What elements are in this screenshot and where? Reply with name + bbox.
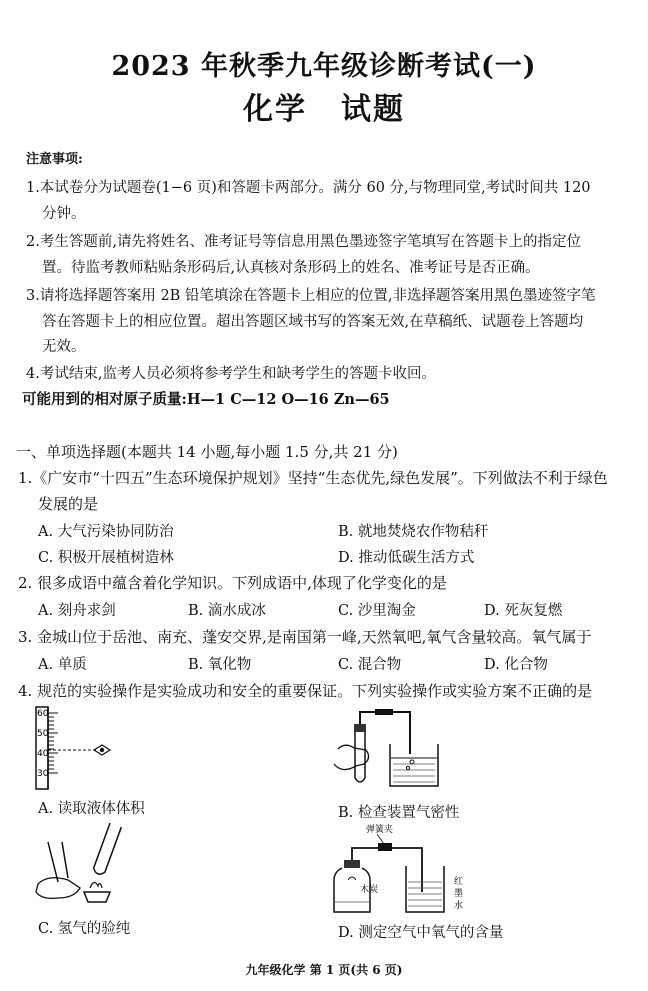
q3-option-a: A. 单质 [38,657,87,673]
test-tube [355,732,365,782]
q4-option-b: B. 检查装置气密性 [338,805,460,821]
question-1-stem-cont: 发展的是 [38,495,99,513]
clip-label: 弹簧夹 [366,825,394,835]
flame-icon [348,877,356,880]
note-line: 答在答题卡上的相应位置。超出答题区域书写的答案无效,在草稿纸、试题卷上答题均 [42,314,584,330]
note-line: 2.考生答题前,请先将姓名、准考证号等信息用黑色墨迹签字笔填写在答题卡上的指定位 [26,234,581,250]
note-line: 分钟。 [42,206,86,222]
q3-option-b: B. 氧化物 [188,657,252,673]
note-line: 无效。 [42,339,86,355]
figure-cylinder-reading [30,703,130,793]
q2-option-b: B. 滴水成冰 [188,603,266,619]
note-line: 1.本试卷分为试题卷(1−6 页)和答题卡两部分。满分 60 分,与物理同堂,考试时间共 120 [26,180,591,196]
tick-label: 30 [37,769,49,779]
page-footer: 九年级化学 第 1 页(共 6 页) [245,963,403,977]
inverted-test-tube [92,823,121,876]
atomic-mass-line: 可能用到的相对原子质量:H—1 C—12 O—16 Zn—65 [22,391,390,408]
q4-option-a: A. 读取液体体积 [38,801,145,817]
beaker [390,744,438,786]
question-3-stem: 3. 金城山位于岳池、南充、蓬安交界,是南国第一峰,天然氧吧,氧气含量较高。氧气属于 [18,628,592,646]
tick-label: 40 [37,749,49,759]
figure-oxygen-content-test [322,822,472,917]
note-line: 置。待监考教师粘贴条形码后,认真核对条形码上的姓名、准考证号是否正确。 [42,260,540,276]
section-heading: 一、单项选择题(本题共 14 小题,每小题 1.5 分,共 21 分) [16,443,398,461]
water-label: 墨 [454,889,464,899]
tick-label: 60 [37,709,49,719]
figure-airtightness-check [320,704,470,790]
q2-option-a: A. 刻舟求剑 [38,603,116,619]
q3-option-d: D. 化合物 [484,657,548,673]
q4-option-c: C. 氢气的验纯 [38,921,131,937]
q4-option-d: D. 测定空气中氧气的含量 [338,925,504,941]
q1-option-a: A. 大气污染协同防治 [38,524,174,540]
beaker [406,866,444,912]
q2-option-d: D. 死灰复燃 [484,603,563,619]
exam-title: 2023 年秋季九年级诊断考试(一) [111,51,537,82]
q1-option-c: C. 积极开展植树造林 [38,550,174,566]
hand-icon [334,745,369,769]
water-label: 水 [454,901,464,911]
q1-option-d: D. 推动低碳生活方式 [338,550,475,566]
question-4-stem: 4. 规范的实验操作是实验成功和安全的重要保证。下列实验操作或实验方案不正确的是 [18,682,593,700]
paper-name: 试题 [341,92,405,127]
flame-icon [90,882,102,888]
notes-heading: 注意事项: [26,152,83,167]
q2-option-c: C. 沙里淘金 [338,603,416,619]
q3-option-c: C. 混合物 [338,657,402,673]
note-line: 4.考试结束,监考人员必须将参考学生和缺考学生的答题卡收回。 [26,366,436,382]
question-1-stem: 1.《广安市“十四五”生态环境保护规划》坚持“生态优先,绿色发展”。下列做法不利于绿色 [18,469,608,487]
subject-title [0,84,648,128]
note-line: 3.请将选择题答案用 2B 铅笔填涂在答题卡上相应的位置,非选择题答案用黑色墨迹签字笔 [26,288,596,304]
spring-clip-icon [378,843,392,851]
subject-name: 化学 [243,92,307,127]
tick-label: 50 [37,729,49,739]
q1-option-b: B. 就地焚烧农作物秸秆 [338,524,489,540]
rubber-tube [375,709,393,715]
figure-hydrogen-purity-test [28,822,128,914]
carbon-label: 木炭 [360,885,379,895]
water-label: 红 [454,877,464,887]
glass-tube [360,712,410,754]
question-2-stem: 2. 很多成语中蕴含着化学知识。下列成语中,体现了化学变化的是 [18,574,447,592]
alcohol-lamp [84,892,110,902]
